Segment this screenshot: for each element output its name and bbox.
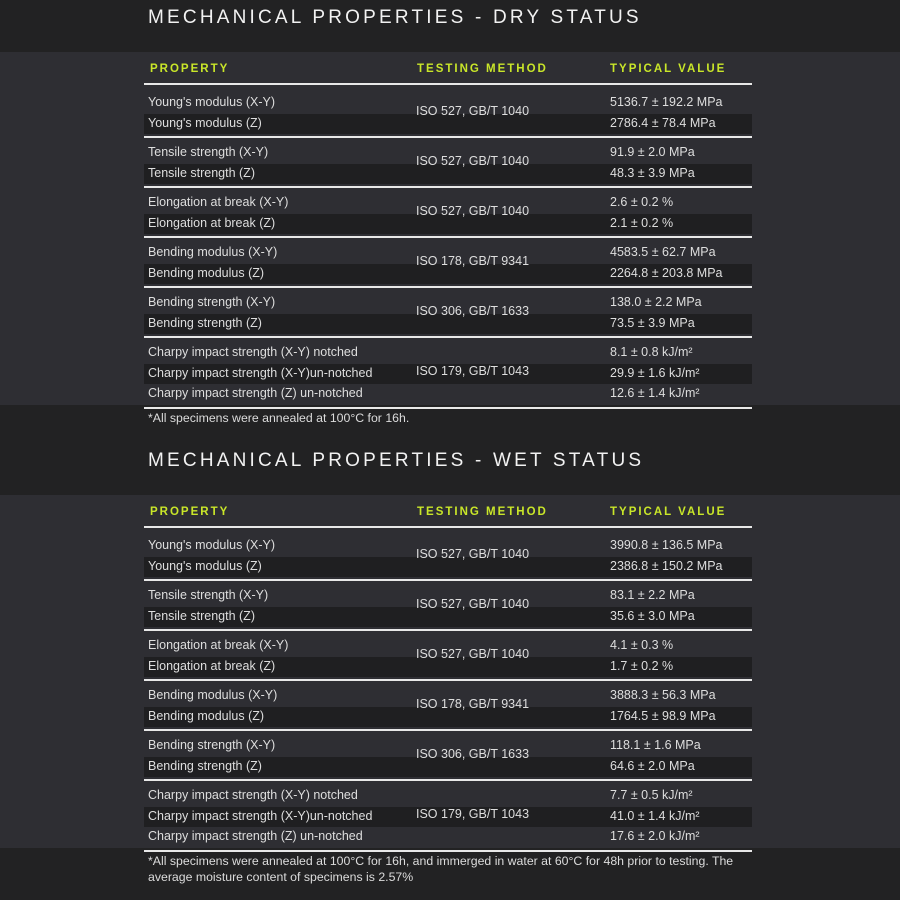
property-group [144,681,752,731]
dry-header-divider [144,83,752,85]
testing-method: ISO 527, GB/T 1040 [416,154,530,168]
property-group [144,781,752,852]
typical-value: 29.9 ± 1.6 kJ/m² [610,365,700,380]
testing-method: ISO 306, GB/T 1633 [416,304,530,318]
property-name: Young's modulus (Z) [148,558,262,573]
testing-method: ISO 527, GB/T 1040 [416,647,530,661]
typical-value: 48.3 ± 3.9 MPa [610,165,695,180]
wet-header-property: PROPERTY [150,506,230,518]
property-name: Young's modulus (Z) [148,115,262,130]
typical-value: 8.1 ± 0.8 kJ/m² [610,345,693,359]
group-divider [144,850,752,852]
property-name: Charpy impact strength (Z) un-notched [148,829,363,843]
dry-header-method: TESTING METHOD [417,63,548,75]
property-name: Charpy impact strength (X-Y)un-notched [148,365,373,380]
dry-section-title: MECHANICAL PROPERTIES - DRY STATUS [148,7,642,28]
property-group [144,288,752,338]
testing-method: ISO 527, GB/T 1040 [416,547,530,561]
property-name: Young's modulus (X-Y) [148,538,275,552]
property-name: Elongation at break (Z) [148,658,276,673]
property-name: Bending modulus (Z) [148,708,265,723]
wet-header-value: TYPICAL VALUE [610,506,727,518]
property-group [144,188,752,238]
wet-header-method: TESTING METHOD [417,506,548,518]
property-group [144,731,752,781]
property-group [144,631,752,681]
property-name: Tensile strength (X-Y) [148,145,269,159]
property-group [144,88,752,138]
testing-method: ISO 306, GB/T 1633 [416,747,530,761]
testing-method: ISO 527, GB/T 1040 [416,204,530,218]
wet-table-panel [0,495,900,848]
typical-value: 2.1 ± 0.2 % [610,215,674,230]
property-name: Charpy impact strength (X-Y) notched [148,345,358,359]
testing-method: ISO 179, GB/T 1043 [416,807,530,822]
typical-value: 1764.5 ± 98.9 MPa [610,708,716,723]
typical-value: 3990.8 ± 136.5 MPa [610,538,723,552]
property-name: Elongation at break (X-Y) [148,638,289,652]
testing-method: ISO 527, GB/T 1040 [416,597,530,611]
property-group [144,138,752,188]
testing-method: ISO 178, GB/T 9341 [416,697,530,711]
typical-value: 4583.5 ± 62.7 MPa [610,245,716,259]
typical-value: 12.6 ± 1.4 kJ/m² [610,386,700,400]
typical-value: 7.7 ± 0.5 kJ/m² [610,788,693,802]
typical-value: 2386.8 ± 150.2 MPa [610,558,723,573]
dry-header-value: TYPICAL VALUE [610,63,727,75]
typical-value: 3888.3 ± 56.3 MPa [610,688,716,702]
property-name: Bending strength (Z) [148,758,262,773]
property-name: Elongation at break (X-Y) [148,195,289,209]
property-group [144,338,752,409]
property-group [144,238,752,288]
property-name: Bending strength (Z) [148,315,262,330]
typical-value: 64.6 ± 2.0 MPa [610,758,695,773]
group-divider [144,407,752,409]
typical-value: 2786.4 ± 78.4 MPa [610,115,716,130]
property-name: Charpy impact strength (X-Y)un-notched [148,808,373,823]
testing-method: ISO 178, GB/T 9341 [416,254,530,268]
typical-value: 118.1 ± 1.6 MPa [610,738,701,752]
property-name: Tensile strength (Z) [148,165,255,180]
property-name: Bending strength (X-Y) [148,738,276,752]
property-name: Bending modulus (X-Y) [148,688,278,702]
property-name: Tensile strength (Z) [148,608,255,623]
typical-value: 35.6 ± 3.0 MPa [610,608,695,623]
typical-value: 138.0 ± 2.2 MPa [610,295,702,309]
typical-value: 2.6 ± 0.2 % [610,195,674,209]
typical-value: 17.6 ± 2.0 kJ/m² [610,829,700,843]
property-name: Elongation at break (Z) [148,215,276,230]
dry-footnote: *All specimens were annealed at 100°C for 16h. [148,411,410,425]
typical-value: 4.1 ± 0.3 % [610,638,674,652]
typical-value: 1.7 ± 0.2 % [610,658,674,673]
wet-footnote: *All specimens were annealed at 100°C for 16h, and immerged in water at 60°C for 48h prior to testing. The average moisture content of specimens is 2.57% [148,854,734,884]
typical-value: 2264.8 ± 203.8 MPa [610,265,723,280]
property-name: Bending modulus (Z) [148,265,265,280]
typical-value: 41.0 ± 1.4 kJ/m² [610,808,700,823]
typical-value: 73.5 ± 3.9 MPa [610,315,695,330]
dry-header-property: PROPERTY [150,63,230,75]
typical-value: 5136.7 ± 192.2 MPa [610,95,723,109]
typical-value: 83.1 ± 2.2 MPa [610,588,695,602]
property-name: Charpy impact strength (Z) un-notched [148,386,363,400]
testing-method: ISO 527, GB/T 1040 [416,104,530,118]
dry-table-panel [0,52,900,405]
property-name: Young's modulus (X-Y) [148,95,275,109]
wet-section-title: MECHANICAL PROPERTIES - WET STATUS [148,450,645,471]
property-name: Bending strength (X-Y) [148,295,276,309]
property-group [144,581,752,631]
testing-method: ISO 179, GB/T 1043 [416,364,530,379]
property-name: Tensile strength (X-Y) [148,588,269,602]
property-name: Charpy impact strength (X-Y) notched [148,788,358,802]
property-group [144,531,752,581]
property-name: Bending modulus (X-Y) [148,245,278,259]
wet-header-divider [144,526,752,528]
typical-value: 91.9 ± 2.0 MPa [610,145,695,159]
